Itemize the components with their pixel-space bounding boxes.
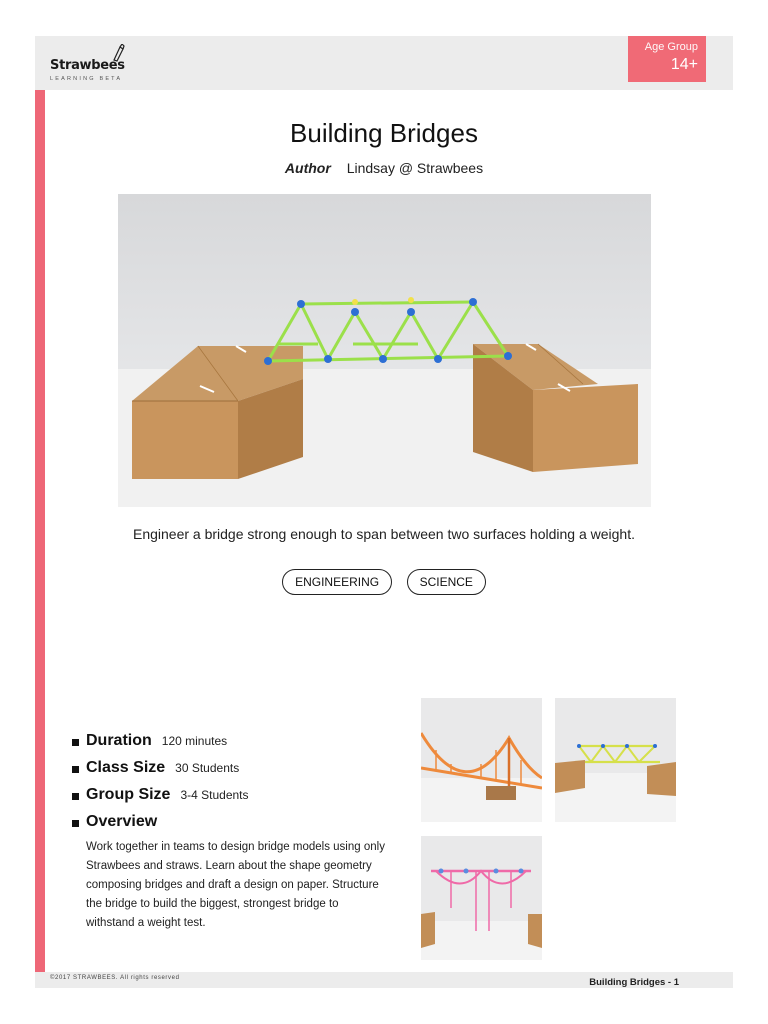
thumbnail-truss-bridge[interactable]: [555, 698, 676, 822]
author-label: Author: [284, 160, 331, 176]
hero-bridge-photo: [118, 194, 651, 507]
age-group-value: 14+: [670, 56, 698, 73]
page-number-label: Building Bridges - 1: [589, 977, 679, 988]
age-group-label: Age Group: [644, 41, 698, 53]
author-line: [0, 160, 768, 176]
detail-duration: [72, 732, 392, 759]
detail-label: Class Size 30 Students: [86, 759, 240, 776]
author-name: Lindsay @ Strawbees: [346, 160, 484, 176]
strawbees-logo[interactable]: [50, 44, 140, 84]
thumbnail-arch-bridge[interactable]: [421, 836, 542, 960]
detail-class-size: [72, 759, 392, 786]
detail-value: 30 Students: [175, 761, 240, 775]
logo-subtitle: LEARNING BETA: [50, 76, 123, 82]
copyright-text: ©2017 STRAWBEES. All rights reserved: [50, 975, 180, 981]
tag-science[interactable]: SCIENCE: [407, 569, 486, 595]
bullet-icon: [72, 766, 79, 773]
detail-label: Duration 120 minutes: [86, 732, 228, 749]
detail-value: 120 minutes: [161, 734, 228, 748]
tag-list: [0, 569, 768, 595]
page-title: Building Bridges: [290, 118, 478, 148]
detail-value: 3-4 Students: [180, 788, 249, 802]
detail-overview: [72, 813, 392, 840]
bullet-icon: [72, 739, 79, 746]
lesson-details: [72, 732, 392, 840]
detail-group-size: [72, 786, 392, 813]
lesson-summary: Engineer a bridge strong enough to span between two surfaces holding a weight.: [132, 526, 635, 542]
age-group-badge: [628, 36, 706, 82]
overview-text: Work together in teams to design bridge models using only Strawbees and straws. Learn about the shape geometry composing bridges and draft a design on paper. Structure the bridge to build the biggest, strongest bridge to withstand a weight test.: [86, 841, 385, 929]
logo-wordmark: Strawbees: [50, 58, 125, 73]
bullet-icon: [72, 820, 79, 827]
detail-label: Group Size 3-4 Students: [86, 786, 249, 803]
bullet-icon: [72, 793, 79, 800]
thumbnail-suspension-bridge[interactable]: [421, 698, 542, 822]
tag-engineering[interactable]: ENGINEERING: [282, 569, 392, 595]
detail-label: Overview: [86, 813, 158, 830]
